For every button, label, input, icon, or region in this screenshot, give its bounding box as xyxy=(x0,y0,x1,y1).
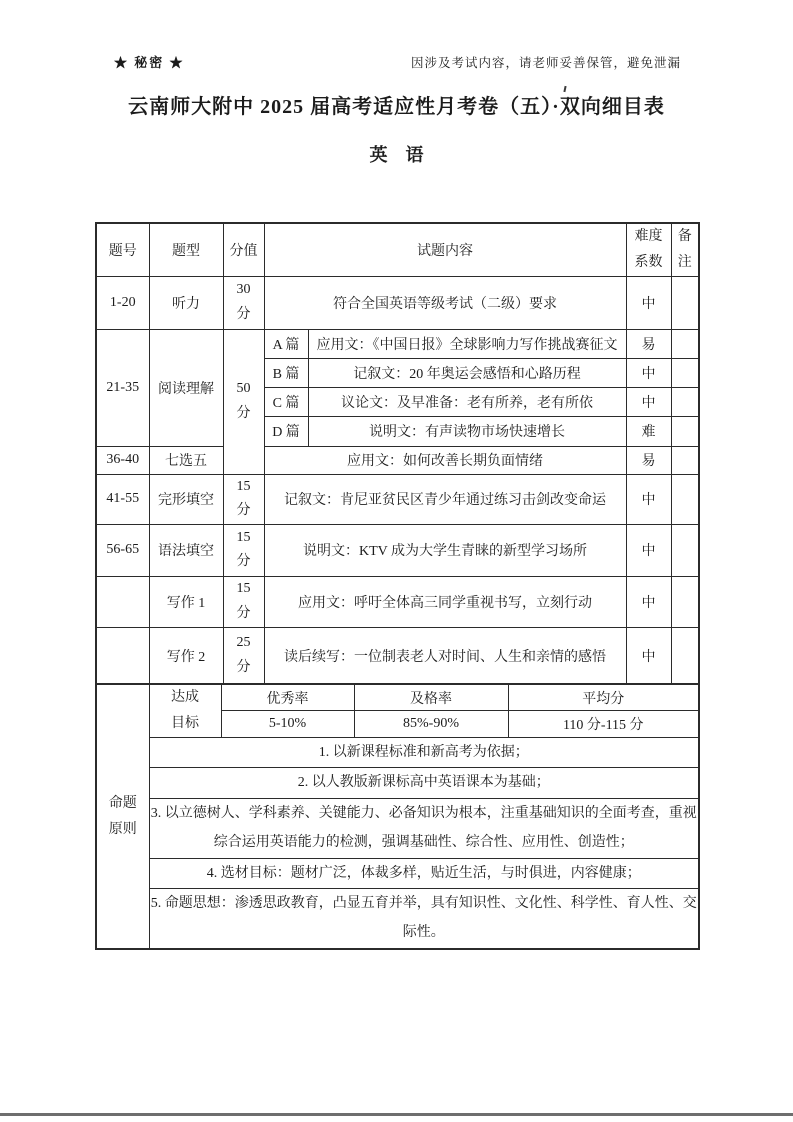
cell-remark-listening xyxy=(671,276,699,329)
score-unit: 分 xyxy=(236,503,251,519)
cell-content-listening: 符合全国英语等级考试（二级）要求 xyxy=(264,276,626,329)
cell-remark-passage-d xyxy=(671,416,699,446)
exam-spec-table xyxy=(95,222,700,685)
cell-qno-writing1 xyxy=(96,576,149,627)
cell-qtype-seven-five: 七选五 xyxy=(149,446,223,474)
principles-table xyxy=(95,683,700,950)
cell-principle-3: 3. 以立德树人、学科素养、关键能力、必备知识为根本，注重基础知识的全面考查，重视综合运用英语能力的检测，强调基础性、综合性、应用性、创造性； xyxy=(149,798,699,858)
header-remark-line2: 注 xyxy=(677,254,692,270)
cell-difficulty-passage-c: 中 xyxy=(626,387,671,416)
cell-remark-seven-five xyxy=(671,446,699,474)
cell-score-grammar xyxy=(223,524,264,576)
goal-label-line2: 目标 xyxy=(171,716,199,732)
cell-content-seven-five: 应用文：如何改善长期负面情绪 xyxy=(264,446,626,474)
cell-qtype-grammar: 语法填空 xyxy=(149,524,223,576)
cell-qtype-reading: 阅读理解 xyxy=(149,329,223,446)
row-listening xyxy=(96,276,699,329)
header-difficulty-line1: 难度 xyxy=(634,229,663,244)
header-difficulty-line2: 系数 xyxy=(634,254,663,270)
confidential-notice: 因涉及考试内容，请老师妥善保管，避免泄漏 xyxy=(410,55,681,70)
row-cloze xyxy=(96,474,699,524)
cell-principle-label xyxy=(96,684,149,949)
cell-average-score-value: 110 分-115 分 xyxy=(508,711,699,738)
cell-score-cloze xyxy=(223,474,264,524)
score-number: 30 xyxy=(236,282,251,298)
goal-label-line1: 达成 xyxy=(171,690,199,706)
cell-difficulty-seven-five: 易 xyxy=(626,446,671,474)
cell-pass-rate-value: 85%-90% xyxy=(354,711,508,738)
score-number: 50 xyxy=(236,381,251,397)
cell-content-grammar: 说明文：KTV 成为大学生青睐的新型学习场所 xyxy=(264,524,626,576)
cell-qno-seven-five: 36-40 xyxy=(96,446,149,474)
secrecy-mark: ★ 秘密 ★ xyxy=(114,55,185,70)
score-number: 25 xyxy=(236,635,251,651)
score-number: 15 xyxy=(236,478,251,494)
cell-score-reading xyxy=(223,329,264,474)
score-unit: 分 xyxy=(236,605,251,621)
table-header-row xyxy=(96,223,699,276)
cell-qtype-writing2: 写作 2 xyxy=(149,627,223,684)
score-unit: 分 xyxy=(236,554,251,570)
cell-remark-grammar xyxy=(671,524,699,576)
cell-remark-writing1 xyxy=(671,576,699,627)
cell-principle-5: 5. 命题思想：渗透思政教育，凸显五育并举，具有知识性、文化性、科学性、育人性、交际性。 xyxy=(149,889,699,949)
cell-difficulty-listening: 中 xyxy=(626,276,671,329)
window-bottom-bar xyxy=(0,1113,793,1116)
row-principle-5 xyxy=(96,889,699,949)
cell-principle-2: 2. 以人教版新课标高中英语课本为基础； xyxy=(149,768,699,798)
header-remark-line1: 备 xyxy=(677,229,692,244)
cell-difficulty-writing2: 中 xyxy=(626,627,671,684)
cell-qtype-listening: 听力 xyxy=(149,276,223,329)
row-principle-1 xyxy=(96,738,699,768)
header-qtype: 题型 xyxy=(149,223,223,276)
cell-passage-label-c: C 篇 xyxy=(264,387,308,416)
document-title: 云南师大附中 2025 届高考适应性月考卷（五）·双向细目表 xyxy=(128,96,665,118)
cell-qno-cloze: 41-55 xyxy=(96,474,149,524)
cell-qno-listening: 1-20 xyxy=(96,276,149,329)
cell-average-score-header: 平均分 xyxy=(508,684,699,711)
cell-score-listening xyxy=(223,276,264,329)
row-writing2 xyxy=(96,627,699,684)
cell-qno-grammar: 56-65 xyxy=(96,524,149,576)
cell-content-cloze: 记叙文：肯尼亚贫民区青少年通过练习击剑改变命运 xyxy=(264,474,626,524)
cell-remark-passage-c xyxy=(671,387,699,416)
cell-remark-passage-b xyxy=(671,358,699,387)
cell-content-writing1: 应用文：呼吁全体高三同学重视书写，立刻行动 xyxy=(264,576,626,627)
cell-principle-1: 1. 以新课程标准和新高考为依据； xyxy=(149,738,699,768)
cell-qtype-cloze: 完形填空 xyxy=(149,474,223,524)
cell-remark-writing2 xyxy=(671,627,699,684)
score-unit: 分 xyxy=(236,306,251,322)
cell-remark-cloze xyxy=(671,474,699,524)
cell-score-writing1 xyxy=(223,576,264,627)
spec-table-wrapper xyxy=(95,222,698,950)
score-number: 15 xyxy=(236,529,251,545)
row-principle-3 xyxy=(96,798,699,858)
header-score: 分值 xyxy=(223,223,264,276)
header-content: 试题内容 xyxy=(264,223,626,276)
header-qno: 题号 xyxy=(96,223,149,276)
cell-passage-label-d: D 篇 xyxy=(264,416,308,446)
secrecy-row xyxy=(0,52,793,71)
cell-content-writing2: 读后续写：一位制表老人对时间、人生和亲情的感悟 xyxy=(264,627,626,684)
cell-principle-4: 4. 选材目标：题材广泛，体裁多样，贴近生活，与时俱进，内容健康； xyxy=(149,858,699,888)
cell-difficulty-passage-d: 难 xyxy=(626,416,671,446)
cell-difficulty-cloze: 中 xyxy=(626,474,671,524)
cell-excellent-rate-header: 优秀率 xyxy=(221,684,354,711)
cell-difficulty-passage-a: 易 xyxy=(626,329,671,358)
row-principle-4 xyxy=(96,858,699,888)
cell-pass-rate-header: 及格率 xyxy=(354,684,508,711)
header-difficulty xyxy=(626,223,671,276)
cell-remark-passage-a xyxy=(671,329,699,358)
cell-difficulty-grammar: 中 xyxy=(626,524,671,576)
cell-qtype-writing1: 写作 1 xyxy=(149,576,223,627)
cell-goal-label xyxy=(149,684,221,737)
row-reading-a xyxy=(96,329,699,358)
score-unit: 分 xyxy=(236,659,251,675)
cell-difficulty-passage-b: 中 xyxy=(626,358,671,387)
cell-score-writing2 xyxy=(223,627,264,684)
cell-qno-writing2 xyxy=(96,627,149,684)
principle-label-line2: 原则 xyxy=(108,821,137,837)
cell-content-passage-b: 记叙文：20 年奥运会感悟和心路历程 xyxy=(308,358,626,387)
row-principle-2 xyxy=(96,768,699,798)
cell-passage-label-a: A 篇 xyxy=(264,329,308,358)
row-seven-five xyxy=(96,446,699,474)
row-goal-headers xyxy=(96,684,699,711)
cell-content-passage-c: 议论文：及早准备：老有所养，老有所依 xyxy=(308,387,626,416)
cell-passage-label-b: B 篇 xyxy=(264,358,308,387)
cell-difficulty-writing1: 中 xyxy=(626,576,671,627)
score-unit: 分 xyxy=(236,405,251,421)
row-writing1 xyxy=(96,576,699,627)
subject-title: 英 语 xyxy=(369,145,424,165)
principle-label-line1: 命题 xyxy=(108,795,137,811)
score-number: 15 xyxy=(236,581,251,597)
row-grammar xyxy=(96,524,699,576)
cell-qno-reading: 21-35 xyxy=(96,329,149,446)
cell-content-passage-d: 说明文：有声读物市场快速增长 xyxy=(308,416,626,446)
cell-excellent-rate-value: 5-10% xyxy=(221,711,354,738)
header-remark xyxy=(671,223,699,276)
cell-content-passage-a: 应用文：《中国日报》全球影响力写作挑战赛征文 xyxy=(308,329,626,358)
